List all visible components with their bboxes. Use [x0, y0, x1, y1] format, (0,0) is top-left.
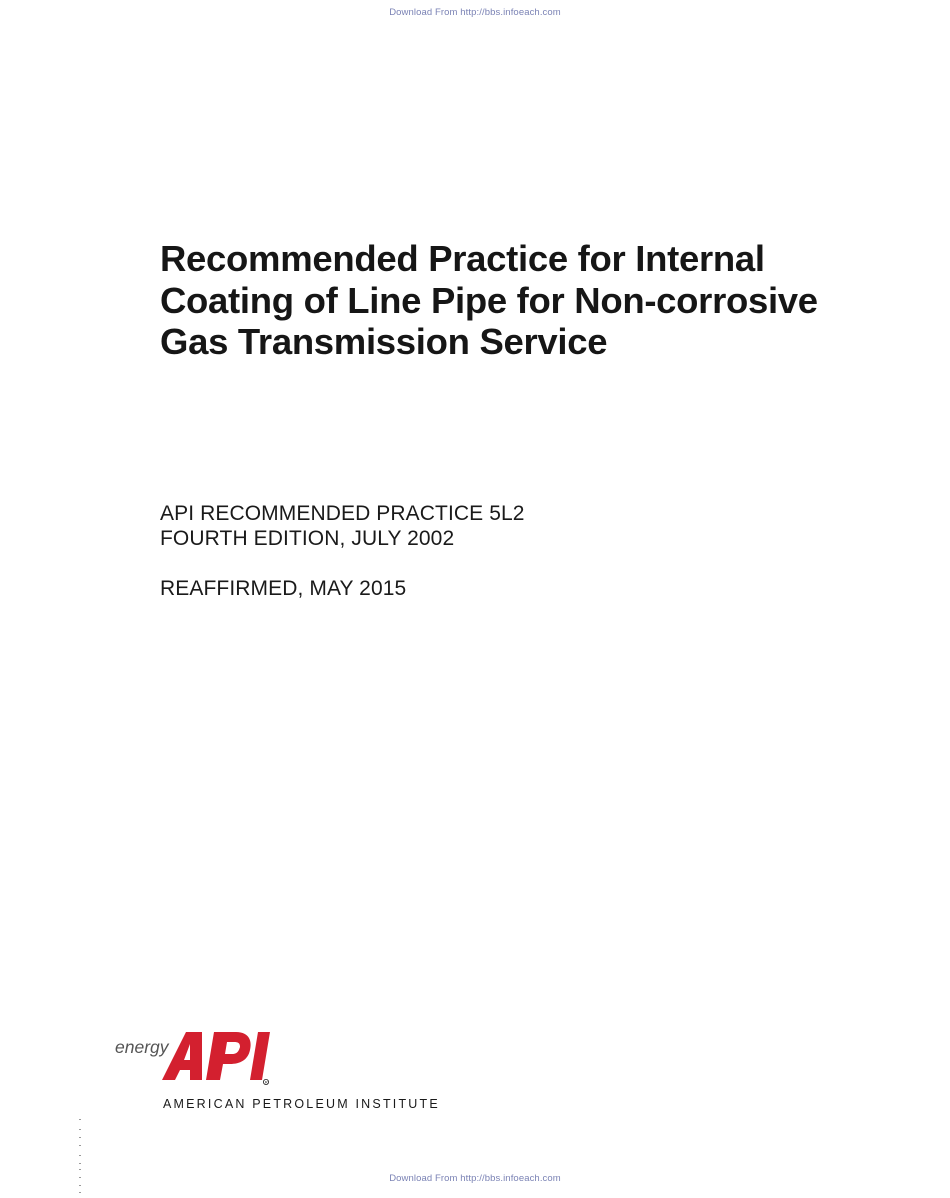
- title-line-1: Recommended Practice for Internal: [160, 238, 765, 279]
- document-title: [160, 238, 920, 363]
- svg-text:R: R: [264, 1079, 268, 1085]
- title-line-2: Coating of Line Pipe for Non-corrosive: [160, 279, 818, 321]
- title-line-3: Gas Transmission Service: [160, 321, 608, 362]
- document-designation: API RECOMMENDED PRACTICE 5L2: [160, 502, 525, 525]
- download-watermark-bottom: Download From http://bbs.infoeach.com: [389, 1173, 561, 1184]
- publisher-name: AMERICAN PETROLEUM INSTITUTE: [163, 1097, 440, 1111]
- reaffirmed-date: REAFFIRMED, MAY 2015: [160, 577, 407, 600]
- document-designation-block: [160, 501, 525, 551]
- logo-energy-tagline: energy: [115, 1037, 169, 1057]
- document-edition: FOURTH EDITION, JULY 2002: [160, 527, 455, 550]
- api-logo-mark: [160, 1030, 272, 1086]
- api-logo: [112, 1030, 442, 1120]
- download-watermark-top: Download From http://bbs.infoeach.com: [389, 7, 561, 18]
